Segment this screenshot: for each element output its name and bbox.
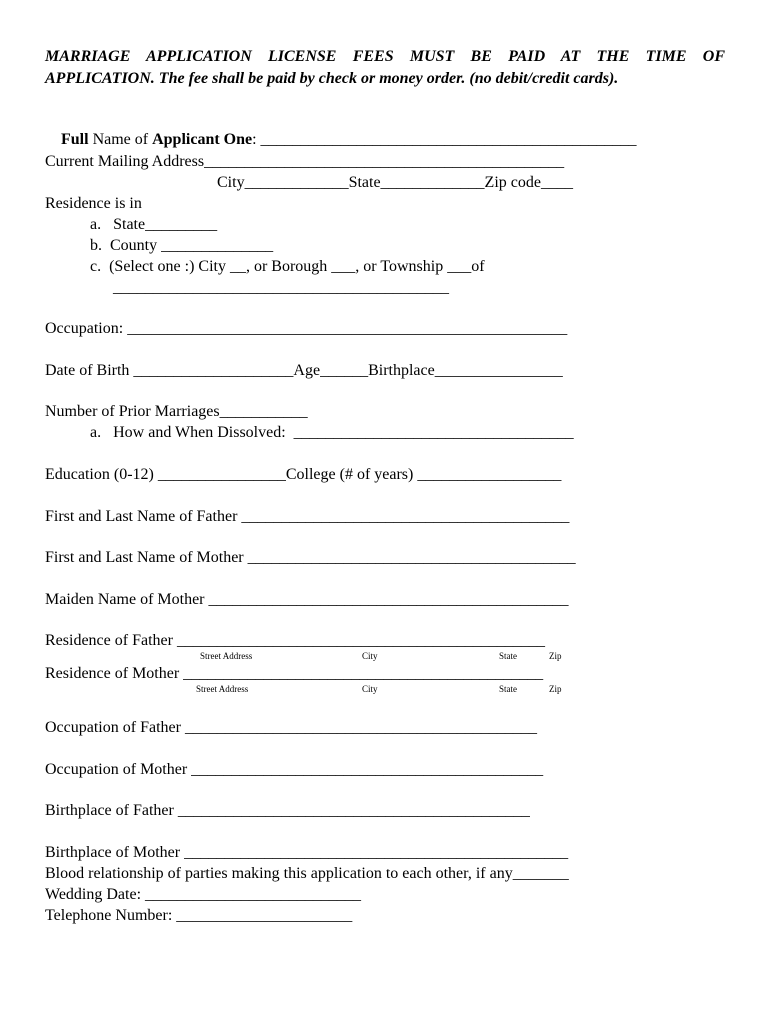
mother-occupation-field[interactable]: Occupation of Mother ____________________________________________ [45,761,544,778]
mother-maiden-name-field[interactable]: Maiden Name of Mother _____________________________________________ [45,591,569,608]
applicant-one-blank: : _______________________________________________ [252,131,637,148]
fee-notice [45,46,725,90]
father-residence-field[interactable]: Residence of Father ______________________________________________ [45,632,545,649]
mother-name-field[interactable]: First and Last Name of Mother _________________________________________ [45,549,576,566]
residence-municipality-blank[interactable]: __________________________________________ [113,279,449,296]
occupation-field[interactable]: Occupation: _______________________________________________________ [45,320,568,337]
fee-notice-line-2: APPLICATION. The fee shall be paid by check or money order. (no debit/credit cards). [45,70,619,87]
education-field[interactable]: Education (0-12) ________________College (# of years) __________________ [45,466,562,483]
father-city-caption: City [362,651,378,661]
fee-notice-line-1: MARRIAGE APPLICATION LICENSE FEES MUST BE PAID AT THE TIME OF [45,48,725,65]
father-street-caption: Street Address [200,651,253,661]
residence-municipality-field[interactable]: c. (Select one :) City __, or Borough ___, or Township ___of [90,258,485,275]
father-zip-caption: Zip [549,651,562,661]
birth-details-field[interactable]: Date of Birth ____________________Age______Birthplace________________ [45,362,563,379]
mother-city-caption: City [362,684,378,694]
wedding-date-field[interactable]: Wedding Date: ___________________________ [45,886,362,903]
father-state-caption: State [499,651,517,661]
father-birthplace-field[interactable]: Birthplace of Father ____________________________________________ [45,802,530,819]
mother-state-caption: State [499,684,517,694]
residence-county-field[interactable]: b. County ______________ [90,237,274,254]
mother-zip-caption: Zip [549,684,562,694]
dissolved-field[interactable]: a. How and When Dissolved: ___________________________________ [90,424,574,441]
full-label: Full [61,131,89,148]
mother-street-caption: Street Address [196,684,249,694]
blood-relationship-field[interactable]: Blood relationship of parties making this application to each other, if any_______ [45,865,569,882]
residence-state-field[interactable]: a. State_________ [90,216,218,233]
father-occupation-field[interactable]: Occupation of Father ____________________________________________ [45,719,537,736]
mother-birthplace-field[interactable]: Birthplace of Mother ________________________________________________ [45,844,569,861]
prior-marriages-field[interactable]: Number of Prior Marriages___________ [45,403,308,420]
mailing-address-field[interactable]: Current Mailing Address_____________________________________________ [45,153,565,170]
telephone-field[interactable]: Telephone Number: ______________________ [45,907,353,924]
residence-heading: Residence is in [45,195,142,212]
father-name-field[interactable]: First and Last Name of Father _________________________________________ [45,508,570,525]
name-of-label: Name of [88,131,153,148]
city-state-zip-field[interactable]: City_____________State_____________Zip code____ [217,174,573,191]
mother-residence-field[interactable]: Residence of Mother _____________________________________________ [45,665,544,682]
applicant-one-label: Applicant One [152,131,253,148]
